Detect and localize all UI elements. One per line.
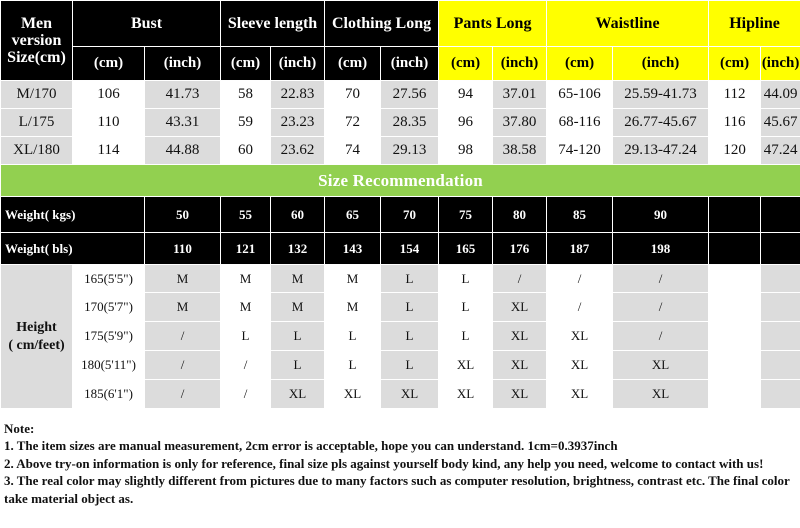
- height-row: [1, 322, 800, 351]
- corner-line-3: Size(cm): [7, 49, 66, 66]
- size-cell: L: [381, 265, 439, 293]
- value-cell: 47.24: [761, 137, 800, 165]
- weight-cell: 132: [271, 233, 325, 265]
- value-cell: 23.23: [271, 109, 325, 137]
- note-line: 2. Above try-on information is only for reference, final size pls against yourself body kind, any help you need, welcome to contact with us!: [4, 455, 764, 471]
- size-cell: L: [271, 351, 325, 380]
- size-cell: XL: [493, 322, 547, 351]
- unit-cell: (cm): [439, 47, 493, 81]
- size-cell: /: [145, 322, 221, 351]
- group-waistline: Waistline: [547, 1, 709, 47]
- weight-cell: 60: [271, 197, 325, 233]
- value-cell: 29.13-47.24: [613, 137, 709, 165]
- value-cell: 26.77-45.67: [613, 109, 709, 137]
- empty-cell: [709, 293, 761, 322]
- size-cell: M: [271, 265, 325, 293]
- size-cell: L: [325, 351, 381, 380]
- unit-cell: (inch): [271, 47, 325, 81]
- size-cell: M: [221, 265, 271, 293]
- height-value: 185(6'1"): [73, 380, 145, 409]
- value-cell: 116: [709, 109, 761, 137]
- size-recommendation-banner: Size Recommendation: [1, 165, 800, 197]
- weight-bls-row: [1, 233, 800, 265]
- value-cell: 29.13: [381, 137, 439, 165]
- value-cell: 59: [221, 109, 271, 137]
- weight-cell: 143: [325, 233, 381, 265]
- size-cell: L: [271, 322, 325, 351]
- group-pants-long: Pants Long: [439, 1, 547, 47]
- size-cell: L: [439, 322, 493, 351]
- size-cell: L: [381, 351, 439, 380]
- weight-cell: 165: [439, 233, 493, 265]
- unit-cell: (cm): [221, 47, 271, 81]
- height-value: 180(5'11"): [73, 351, 145, 380]
- value-cell: 94: [439, 81, 493, 109]
- size-cell: M: [325, 265, 381, 293]
- weight-cell: 50: [145, 197, 221, 233]
- weight-cell: 65: [325, 197, 381, 233]
- value-cell: 44.09: [761, 81, 800, 109]
- value-cell: 44.88: [145, 137, 221, 165]
- value-cell: 114: [73, 137, 145, 165]
- unit-cell: (cm): [325, 47, 381, 81]
- weight-cell: 198: [613, 233, 709, 265]
- size-cell: XL: [613, 380, 709, 409]
- size-cell: XL: [547, 380, 613, 409]
- weight-bls-label: Weight( bls): [1, 233, 145, 265]
- unit-cell: (inch): [493, 47, 547, 81]
- value-cell: 74-120: [547, 137, 613, 165]
- empty-cell: [709, 233, 761, 265]
- size-cell: /: [145, 351, 221, 380]
- size-cell: L: [221, 322, 271, 351]
- unit-cell: (inch): [613, 47, 709, 81]
- height-row: [1, 265, 800, 293]
- note-line: 3. The real color may slightly different from pictures due to many factors such as computer resolution, brightness, contrast etc. The final color take material object as.: [4, 473, 790, 506]
- group-clothing-long: Clothing Long: [325, 1, 439, 47]
- size-cell: /: [613, 322, 709, 351]
- weight-cell: 85: [547, 197, 613, 233]
- group-sleeve-length: Sleeve length: [221, 1, 325, 47]
- size-cell: L: [381, 322, 439, 351]
- value-cell: 70: [325, 81, 381, 109]
- weight-cell: 176: [493, 233, 547, 265]
- size-cell: /: [221, 351, 271, 380]
- value-cell: 60: [221, 137, 271, 165]
- value-cell: 65-106: [547, 81, 613, 109]
- size-cell: M: [221, 293, 271, 322]
- corner-header: [1, 1, 73, 81]
- value-cell: 96: [439, 109, 493, 137]
- size-label: L/175: [1, 109, 73, 137]
- size-cell: XL: [439, 380, 493, 409]
- height-label-line-1: Height: [16, 319, 57, 335]
- height-value: 175(5'9"): [73, 322, 145, 351]
- value-cell: 22.83: [271, 81, 325, 109]
- value-cell: 25.59-41.73: [613, 81, 709, 109]
- value-cell: 23.62: [271, 137, 325, 165]
- value-cell: 38.58: [493, 137, 547, 165]
- size-cell: /: [221, 380, 271, 409]
- empty-cell: [761, 265, 800, 293]
- value-cell: 27.56: [381, 81, 439, 109]
- weight-cell: 75: [439, 197, 493, 233]
- height-value: 170(5'7"): [73, 293, 145, 322]
- value-cell: 112: [709, 81, 761, 109]
- unit-cell: (cm): [73, 47, 145, 81]
- height-label: [1, 265, 73, 409]
- size-cell: XL: [271, 380, 325, 409]
- empty-cell: [761, 380, 800, 409]
- size-cell: /: [547, 265, 613, 293]
- size-cell: XL: [325, 380, 381, 409]
- weight-cell: 70: [381, 197, 439, 233]
- weight-cell: 187: [547, 233, 613, 265]
- value-cell: 43.31: [145, 109, 221, 137]
- empty-cell: [761, 233, 800, 265]
- size-cell: M: [145, 293, 221, 322]
- size-cell: XL: [493, 351, 547, 380]
- notes-section: [0, 420, 800, 507]
- value-cell: 120: [709, 137, 761, 165]
- unit-cell: (cm): [709, 47, 761, 81]
- height-value: 165(5'5"): [73, 265, 145, 293]
- unit-cell: (inch): [761, 47, 800, 81]
- size-cell: L: [439, 293, 493, 322]
- size-cell: M: [325, 293, 381, 322]
- height-row: [1, 293, 800, 322]
- size-row: [1, 137, 800, 165]
- value-cell: 106: [73, 81, 145, 109]
- value-cell: 37.80: [493, 109, 547, 137]
- size-cell: L: [439, 265, 493, 293]
- empty-cell: [709, 322, 761, 351]
- empty-cell: [709, 265, 761, 293]
- size-cell: XL: [381, 380, 439, 409]
- size-cell: XL: [439, 351, 493, 380]
- size-cell: /: [145, 380, 221, 409]
- weight-cell: 90: [613, 197, 709, 233]
- empty-cell: [709, 351, 761, 380]
- height-row: [1, 380, 800, 409]
- empty-cell: [709, 197, 761, 233]
- unit-cell: (cm): [547, 47, 613, 81]
- value-cell: 37.01: [493, 81, 547, 109]
- size-label: XL/180: [1, 137, 73, 165]
- size-row: [1, 81, 800, 109]
- size-cell: XL: [493, 380, 547, 409]
- size-cell: M: [145, 265, 221, 293]
- size-cell: XL: [493, 293, 547, 322]
- unit-cell: (inch): [381, 47, 439, 81]
- weight-cell: 80: [493, 197, 547, 233]
- group-hipline: Hipline: [709, 1, 800, 47]
- note-line: 1. The item sizes are manual measurement, 2cm error is acceptable, hope you can understand. 1cm=0.3937inch: [4, 438, 618, 454]
- size-cell: /: [613, 293, 709, 322]
- weight-kgs-label: Weight( kgs): [1, 197, 145, 233]
- size-cell: XL: [613, 351, 709, 380]
- height-row: [1, 351, 800, 380]
- weight-cell: 55: [221, 197, 271, 233]
- empty-cell: [761, 351, 800, 380]
- height-label-line-2: ( cm/feet): [8, 337, 65, 353]
- empty-cell: [709, 380, 761, 409]
- weight-cell: 154: [381, 233, 439, 265]
- value-cell: 72: [325, 109, 381, 137]
- size-cell: M: [271, 293, 325, 322]
- size-cell: /: [493, 265, 547, 293]
- weight-cell: 110: [145, 233, 221, 265]
- size-label: M/170: [1, 81, 73, 109]
- size-row: [1, 109, 800, 137]
- value-cell: 41.73: [145, 81, 221, 109]
- weight-kgs-row: [1, 197, 800, 233]
- size-cell: XL: [547, 351, 613, 380]
- unit-cell: (inch): [145, 47, 221, 81]
- size-cell: XL: [547, 322, 613, 351]
- value-cell: 74: [325, 137, 381, 165]
- group-bust: Bust: [73, 1, 221, 47]
- value-cell: 58: [221, 81, 271, 109]
- value-cell: 45.67: [761, 109, 800, 137]
- notes-title: Note:: [4, 421, 35, 436]
- value-cell: 98: [439, 137, 493, 165]
- size-cell: /: [613, 265, 709, 293]
- size-cell: L: [325, 322, 381, 351]
- value-cell: 28.35: [381, 109, 439, 137]
- corner-line-1: Men: [20, 15, 53, 32]
- corner-line-2: version: [11, 32, 62, 49]
- size-cell: /: [547, 293, 613, 322]
- empty-cell: [761, 322, 800, 351]
- weight-cell: 121: [221, 233, 271, 265]
- value-cell: 68-116: [547, 109, 613, 137]
- empty-cell: [761, 293, 800, 322]
- value-cell: 110: [73, 109, 145, 137]
- size-cell: L: [381, 293, 439, 322]
- empty-cell: [761, 197, 800, 233]
